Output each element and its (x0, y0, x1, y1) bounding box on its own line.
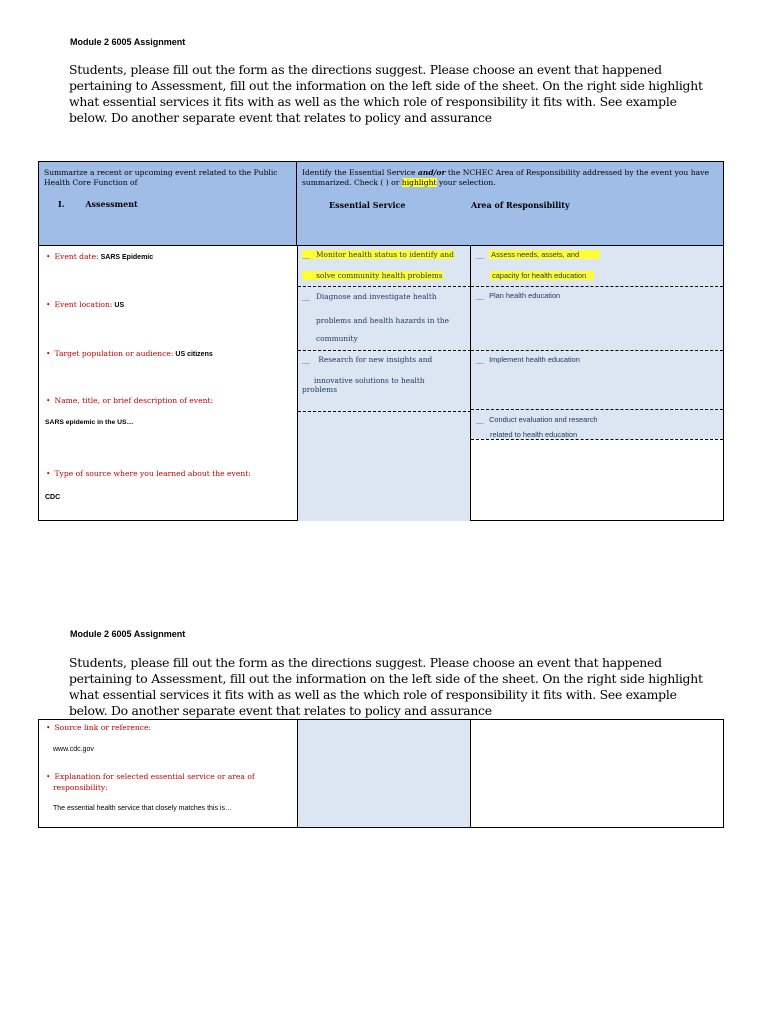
assignment-form-table-2 (38, 719, 724, 828)
event-description-label: Name, title, or brief description of event: (54, 396, 214, 405)
identify-check-text: summarized. Check ( ) or (302, 178, 402, 187)
event-location-label: Event location: (54, 300, 113, 309)
essential-service-options (297, 246, 471, 521)
assignment-instructions: Students, please fill out the form as the directions suggest. Please choose an event that happened pertaining to Assessment, fill out the information on the left side of the sheet. On the right side highlight what essential services it fits with as well as the which role of responsibility it fits with. See example below. Do another separate event that relates to policy and assurance (69, 62, 703, 125)
event-date-label: Event date: (54, 252, 99, 261)
assignment-title-2: Module 2 6005 Assignment (70, 629, 186, 639)
essential-service-column-heading: Essential Service (329, 200, 406, 210)
source-type-value[interactable]: CDC (45, 494, 61, 501)
event-description-field: • Name, title, or brief description of event: (46, 396, 214, 405)
divider-line (298, 286, 471, 287)
assignment-instructions-2: Students, please fill out the form as the directions suggest. Please choose an event that happened pertaining to Assessment, fill out the information on the left side of the sheet. On the right side highlight what essential services it fits with as well as the which role of responsibility it fits with. See example below. Do another separate event that relates to policy and assurance (69, 655, 703, 718)
explanation-value[interactable]: The essential health service that closely matches this is… (53, 805, 232, 812)
assignment-title: Module 2 6005 Assignment (70, 37, 186, 47)
divider-line (471, 409, 723, 410)
explanation-field: • Explanation for selected essential service or area of responsibility: (46, 772, 255, 792)
essential-service-cell-2[interactable] (297, 720, 471, 827)
area-assess-needs[interactable]: __ Assess needs, assets, and capacity for health education (476, 250, 600, 280)
identify-text-a: Identify the Essential Service (302, 168, 418, 177)
divider-line (471, 350, 723, 351)
header-summary-line1: Summarize a recent or upcoming event related to the Public (44, 168, 278, 177)
core-function-number: I. (58, 199, 65, 209)
essential-service-research[interactable]: __ Research for new insights and innovative solutions to health problems (302, 355, 433, 394)
event-location-value: US (112, 302, 125, 309)
event-location-field[interactable]: • Event location: US (46, 300, 125, 309)
explanation-label-2: responsibility: (53, 783, 108, 792)
divider-line (298, 411, 471, 412)
identify-highlight-word: highlight (401, 178, 437, 187)
area-implement[interactable]: __ Implement health education (476, 355, 580, 364)
identify-selection-text: your selection. (436, 178, 496, 187)
explanation-label-1: Explanation for selected essential service or area of (54, 772, 255, 781)
essential-service-monitor[interactable]: __ Monitor health status to identify and solve community health problems (302, 250, 454, 280)
area-of-responsibility-options (471, 246, 723, 521)
source-type-label: Type of source where you learned about the event: (54, 469, 251, 478)
source-link-field: • Source link or reference: (46, 723, 152, 732)
source-type-field: • Type of source where you learned about the event: (46, 469, 251, 478)
area-of-responsibility-cell-2[interactable] (471, 720, 723, 827)
area-plan[interactable]: __ Plan health education (476, 291, 561, 300)
source-link-value[interactable]: www.cdc.gov (53, 746, 94, 753)
event-details-cell (39, 246, 297, 521)
essential-service-diagnose[interactable]: __ Diagnose and investigate health problems and health hazards in the community (302, 292, 450, 343)
header-summary-cell (39, 162, 297, 245)
core-function-name: Assessment (85, 199, 138, 209)
divider-line (298, 350, 471, 351)
target-population-value: US citizens (173, 351, 213, 358)
event-date-field[interactable]: • Event date: SARS Epidemic (46, 252, 154, 261)
target-population-label: Target population or audience: (54, 349, 174, 358)
divider-line (471, 286, 723, 287)
area-of-responsibility-column-heading: Area of Responsibility (471, 200, 570, 210)
form-header-row (39, 162, 723, 246)
identify-and-or: and/or (417, 168, 446, 177)
target-population-field[interactable]: • Target population or audience: US citizens (46, 349, 213, 358)
divider-line (471, 439, 723, 440)
source-details-cell (39, 720, 297, 827)
source-link-label: Source link or reference: (54, 723, 152, 732)
event-description-value[interactable]: SARS epidemic in the US… (45, 419, 134, 426)
area-evaluate[interactable]: __ Conduct evaluation and research related to health education (476, 415, 598, 439)
identify-text-c: the NCHEC Area of Responsibility addressed by the event you have (445, 168, 709, 177)
header-identify-cell (297, 162, 723, 245)
assignment-form-table (38, 161, 724, 521)
header-summary-line2: Health Core Function of (44, 178, 138, 187)
event-date-value: SARS Epidemic (98, 254, 154, 261)
